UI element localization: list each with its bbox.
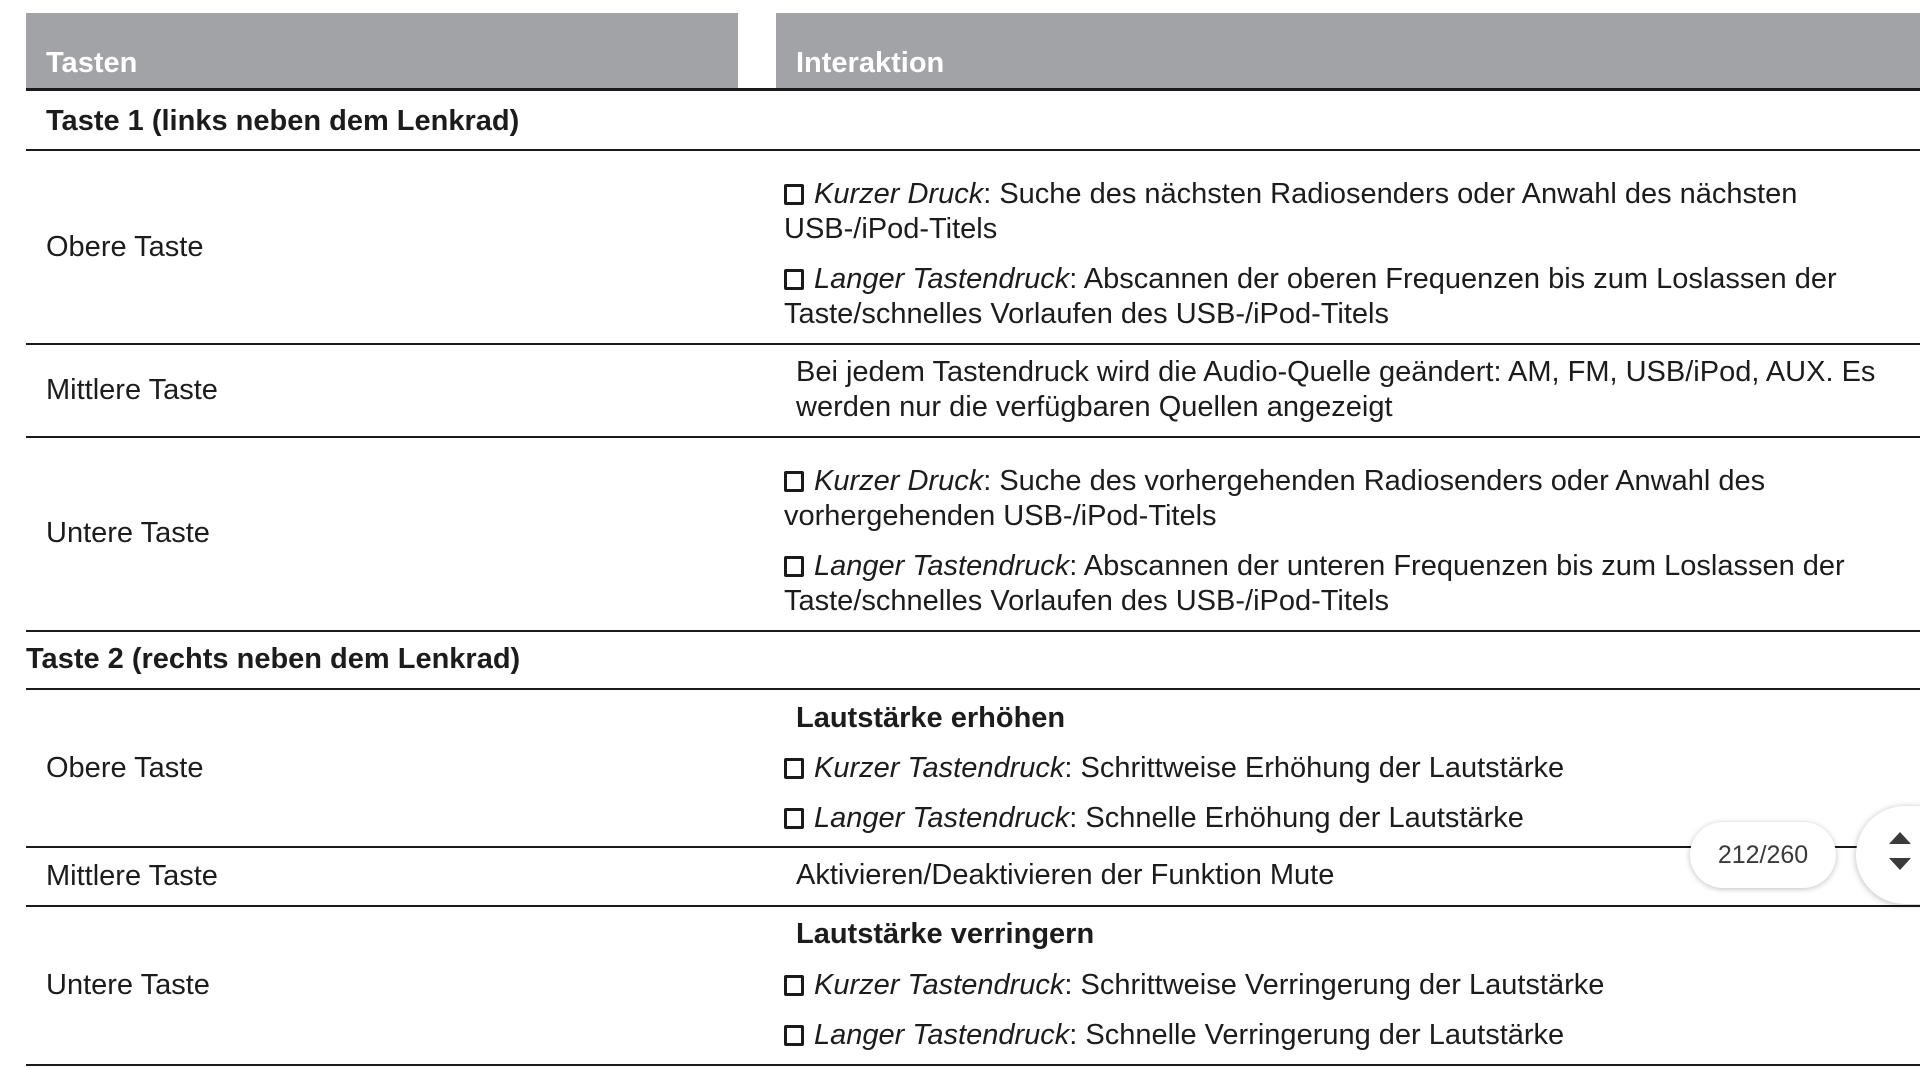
list-item: [784, 968, 1904, 1003]
row-key-obere-taste: Obere Taste: [46, 231, 204, 263]
row-key-mittlere-taste: Mittlere Taste: [46, 374, 218, 406]
item-text: : Schrittweise Verringerung der Lautstärke: [1064, 969, 1605, 1001]
item-lead: Kurzer Tastendruck: [814, 969, 1065, 1001]
row-divider: [26, 846, 1920, 848]
item-lead: Langer Tastendruck: [814, 263, 1070, 295]
item-lead: Kurzer Druck: [814, 465, 984, 497]
column-header-label: Interaktion: [796, 47, 945, 79]
row-divider: [26, 688, 1920, 690]
item-lead: Langer Tastendruck: [814, 550, 1070, 582]
list-item: [784, 262, 1904, 332]
item-text: : Schnelle Erhöhung der Lautstärke: [1069, 802, 1524, 834]
row-key-untere-taste: Untere Taste: [46, 517, 210, 549]
item-lead: Langer Tastendruck: [814, 802, 1070, 834]
list-item: [784, 464, 1904, 534]
item-lead: Kurzer Tastendruck: [814, 752, 1065, 784]
row-value-text: Bei jedem Tastendruck wird die Audio-Quelle geändert: AM, FM, USB/iPod, AUX. Es werden nur die verfügbaren Quellen angezeigt: [796, 356, 1876, 423]
checkbox-bullet-icon: [784, 758, 804, 779]
row-divider: [26, 905, 1920, 907]
item-text: : Schnelle Verringerung der Lautstärke: [1069, 1019, 1565, 1051]
checkbox-bullet-icon: [784, 975, 804, 996]
section-title-taste-1: Taste 1 (links neben dem Lenkrad): [46, 105, 520, 137]
row-key-mittlere-taste: Mittlere Taste: [46, 860, 218, 892]
item-text: : Abscannen der oberen Frequenzen bis zum Loslassen der Taste/schnelles Vorlaufen des USB-/iPod-Titels: [784, 263, 1837, 330]
item-lead: Kurzer Druck: [814, 178, 984, 210]
list-item: [784, 177, 1904, 247]
checkbox-bullet-icon: [784, 471, 804, 492]
row-subheading: Lautstärke erhöhen: [796, 702, 1066, 734]
row-value-text: Aktivieren/Deaktivieren der Funktion Mute: [796, 859, 1335, 891]
row-key-untere-taste: Untere Taste: [46, 969, 210, 1001]
checkbox-bullet-icon: [784, 1025, 804, 1046]
list-item: [784, 549, 1904, 619]
column-header-label: Tasten: [46, 47, 138, 79]
item-text: : Suche des vorhergehenden Radiosenders oder Anwahl des vorhergehenden USB-/iPod-Titels: [784, 465, 1766, 532]
row-divider: [26, 343, 1920, 345]
row-divider: [26, 149, 1920, 151]
checkbox-bullet-icon: [784, 556, 804, 577]
item-text: : Abscannen der unteren Frequenzen bis zum Loslassen der Taste/schnelles Vorlaufen des USB-/iPod-Titels: [784, 550, 1845, 617]
column-header-tasten: [26, 13, 738, 90]
checkbox-bullet-icon: [784, 269, 804, 290]
page-indicator: 212/260: [1690, 822, 1836, 888]
section-title-taste-2: Taste 2 (rechts neben dem Lenkrad): [26, 643, 521, 675]
column-header-interaktion: [776, 13, 1920, 90]
row-divider: [26, 436, 1920, 438]
arrow-down-icon[interactable]: [1889, 858, 1911, 870]
item-text: : Schrittweise Erhöhung der Lautstärke: [1064, 752, 1565, 784]
header-divider: [26, 88, 1920, 91]
item-text: : Suche des nächsten Radiosenders oder Anwahl des nächsten USB-/iPod-Titels: [784, 178, 1798, 245]
row-divider: [26, 1064, 1920, 1066]
arrow-up-icon[interactable]: [1889, 832, 1911, 844]
row-subheading: Lautstärke verringern: [796, 918, 1095, 950]
checkbox-bullet-icon: [784, 184, 804, 205]
row-key-obere-taste: Obere Taste: [46, 752, 204, 784]
item-lead: Langer Tastendruck: [814, 1019, 1070, 1051]
row-divider: [26, 630, 1920, 632]
list-item: [784, 751, 1904, 786]
list-item: [784, 1018, 1904, 1053]
checkbox-bullet-icon: [784, 808, 804, 829]
